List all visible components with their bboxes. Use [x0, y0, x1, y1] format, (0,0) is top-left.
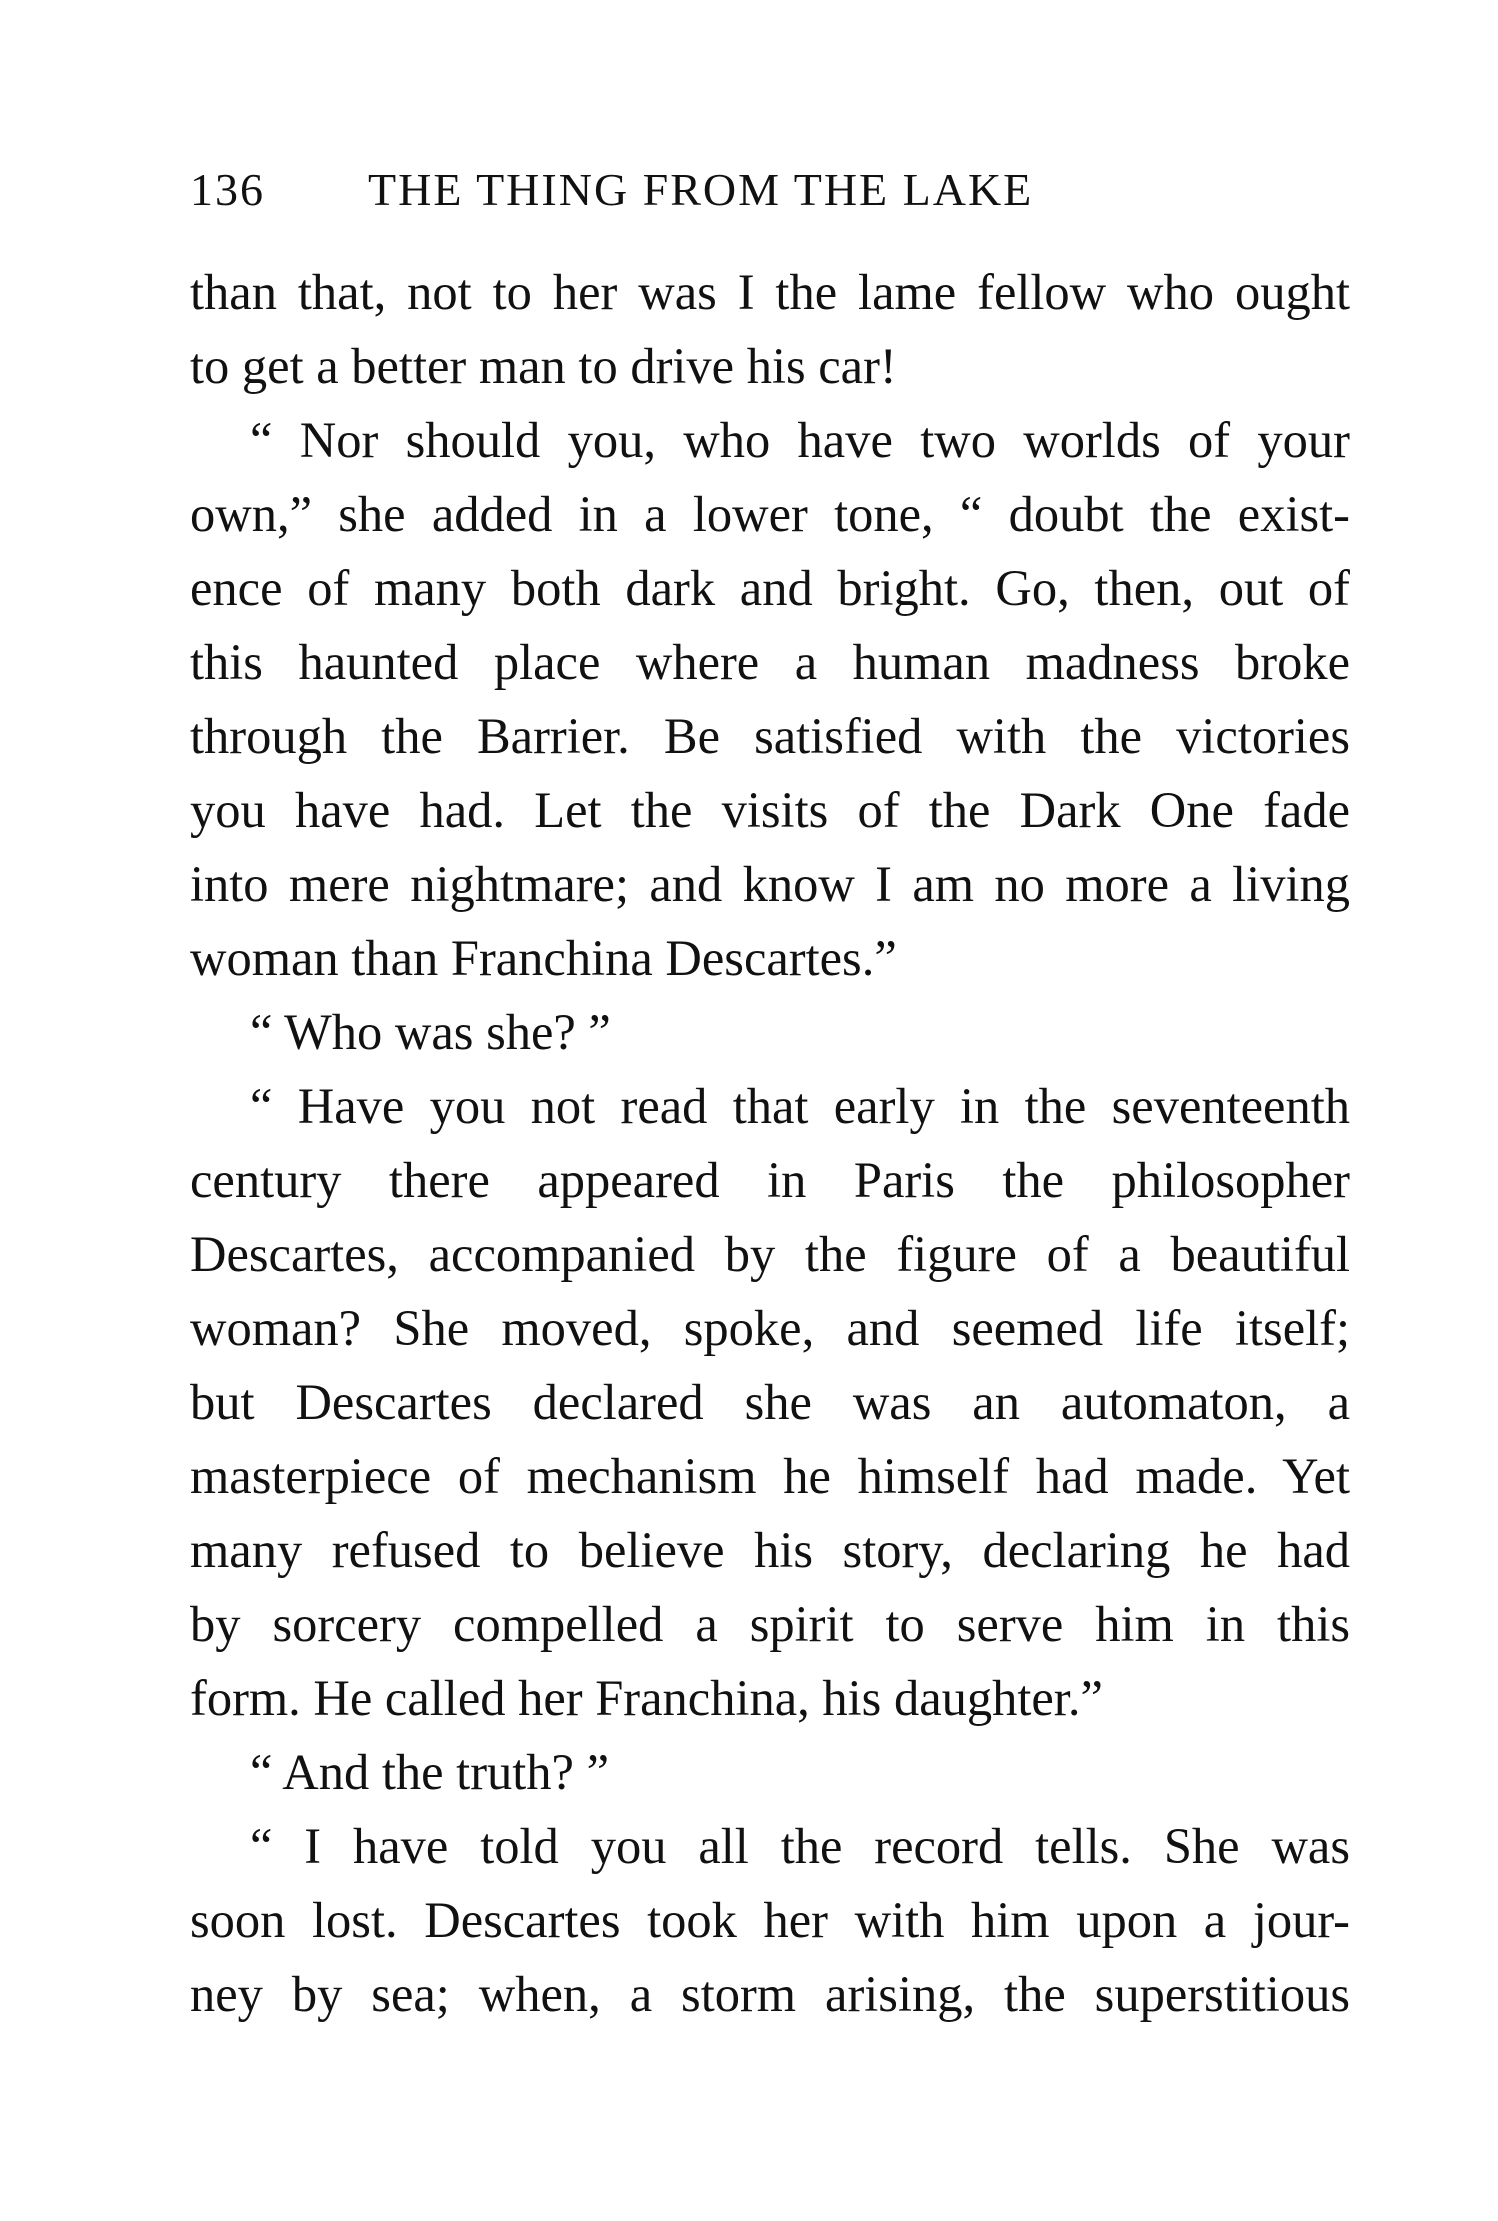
- text-line: “ I have told you all the record tells. She was: [250, 1818, 1350, 1874]
- text-line: own,” she added in a lower tone, “ doubt the exist-: [190, 486, 1350, 542]
- text-line: century there appeared in Paris the philosopher: [190, 1152, 1350, 1208]
- text-line: than that, not to her was I the lame fellow who ought: [190, 264, 1350, 320]
- text-line: form. He called her Franchina, his daughter.”: [190, 1670, 1103, 1726]
- text-line: to get a better man to drive his car!: [190, 338, 897, 394]
- text-line: this haunted place where a human madness broke: [190, 634, 1350, 690]
- text-line: “ Have you not read that early in the seventeenth: [250, 1078, 1350, 1134]
- text-line: many refused to believe his story, declaring he had: [190, 1522, 1350, 1578]
- text-line: “ Nor should you, who have two worlds of your: [250, 412, 1350, 468]
- text-line: ney by sea; when, a storm arising, the superstitious: [190, 1966, 1350, 2022]
- text-line: into mere nightmare; and know I am no more a living: [190, 856, 1350, 912]
- book-title: THE THING FROM THE LAKE: [368, 164, 1034, 215]
- running-head: [190, 160, 1350, 220]
- text-line: woman? She moved, spoke, and seemed life itself;: [190, 1300, 1350, 1356]
- text-line: but Descartes declared she was an automaton, a: [190, 1374, 1350, 1430]
- body-text: [190, 255, 1350, 2031]
- text-line: by sorcery compelled a spirit to serve him in this: [190, 1596, 1350, 1652]
- text-line: through the Barrier. Be satisfied with the victories: [190, 708, 1350, 764]
- text-line: masterpiece of mechanism he himself had made. Yet: [190, 1448, 1350, 1504]
- text-line: you have had. Let the visits of the Dark One fade: [190, 782, 1350, 838]
- text-line: ence of many both dark and bright. Go, then, out of: [190, 560, 1350, 616]
- text-line: “ And the truth? ”: [250, 1744, 609, 1800]
- text-line: “ Who was she? ”: [250, 1004, 611, 1060]
- text-line: Descartes, accompanied by the figure of a beautiful: [190, 1226, 1350, 1282]
- page-number: 136: [190, 164, 265, 215]
- text-line: soon lost. Descartes took her with him upon a jour-: [190, 1892, 1350, 1948]
- text-line: woman than Franchina Descartes.”: [190, 930, 897, 986]
